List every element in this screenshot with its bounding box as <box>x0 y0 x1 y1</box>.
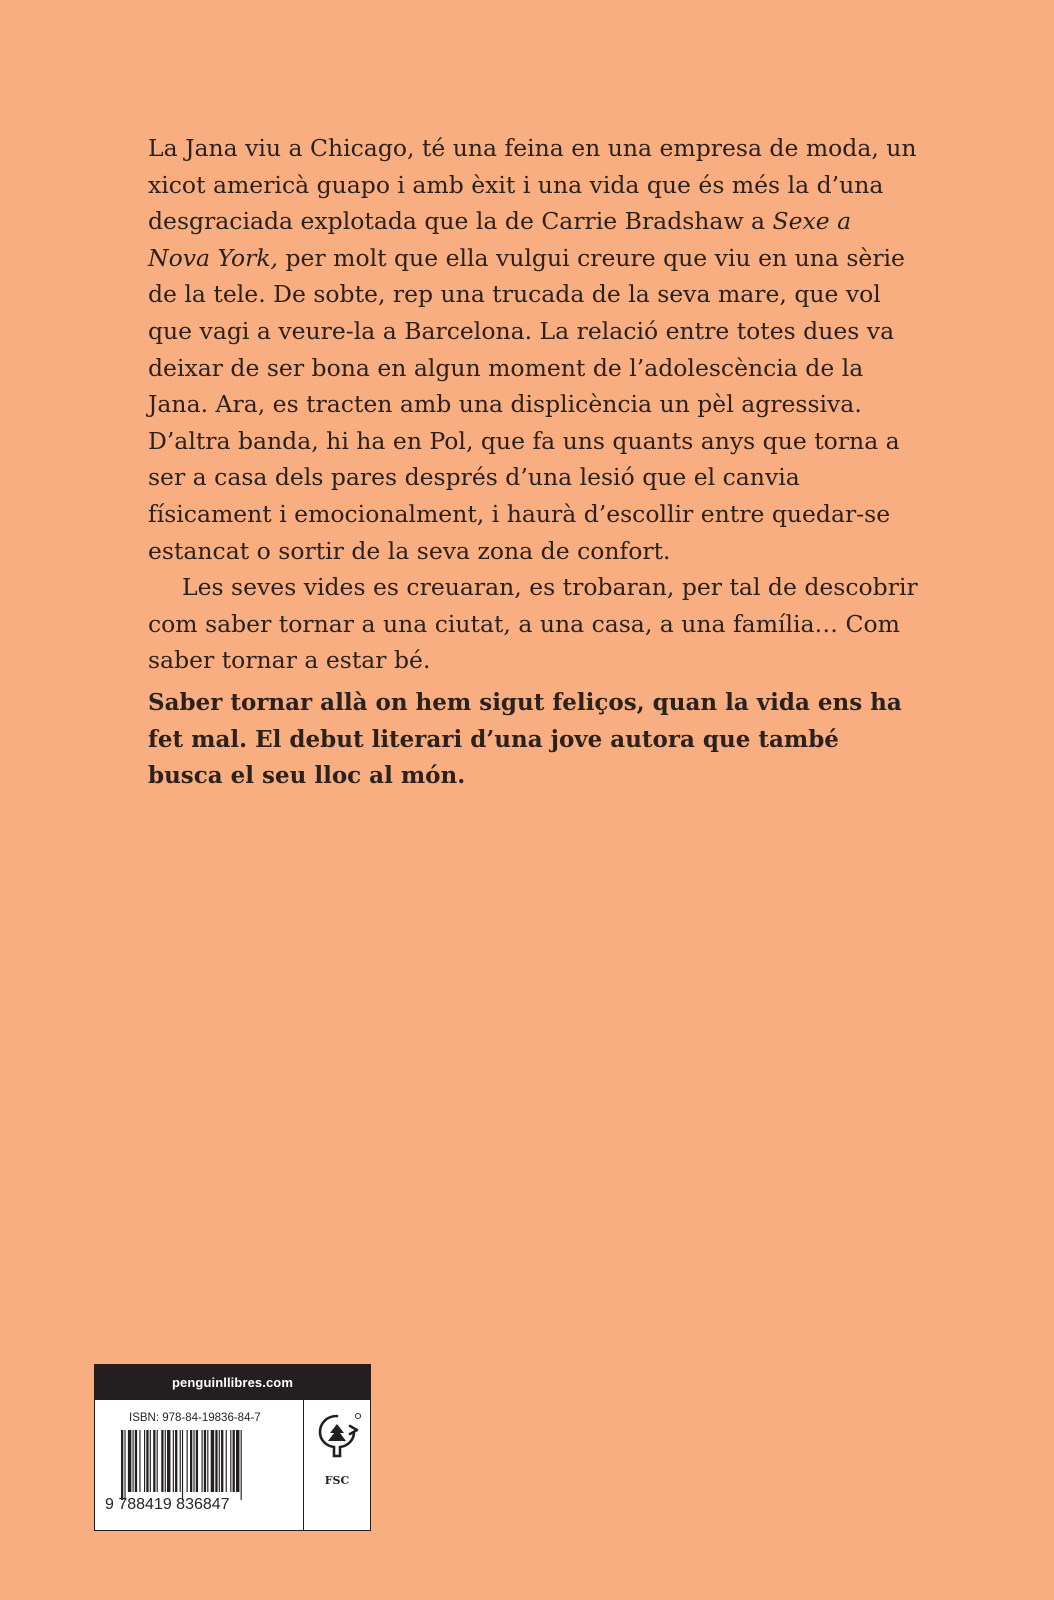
barcode-bar <box>144 1430 145 1492</box>
barcode-bar <box>135 1430 137 1492</box>
fsc-tree-icon <box>304 1400 370 1470</box>
barcode-bar <box>241 1430 242 1500</box>
barcode-bar <box>187 1430 188 1492</box>
barcode-bar <box>211 1430 214 1492</box>
blurb-paragraph-2: Les seves vides es creuaran, es trobaran, per tal de descobrir com saber tornar a una ciutat, a una casa, a una família… Com saber tornar a estar bé. <box>148 573 918 675</box>
publisher-website[interactable]: penguinllibres.com <box>95 1365 370 1400</box>
barcode-bar <box>196 1430 198 1492</box>
barcode-bar <box>204 1430 206 1492</box>
blurb-text-before-title: La Jana viu a Chicago, té una feina en una empresa de moda, un xicot americà guapo i amb èxit i una vida que és més la d’una desgraciada explotada que la de Carrie Bradshaw a <box>148 134 917 236</box>
fsc-mark <box>304 1400 370 1530</box>
barcode-bar <box>175 1430 177 1492</box>
barcode-bar <box>121 1430 123 1500</box>
barcode-bars <box>121 1430 281 1500</box>
tagline: Saber tornar allà on hem sigut feliços, quan la vida ens ha fet mal. El debut literari d’una jove autora que també busca el seu lloc al món. <box>148 689 902 790</box>
barcode-bar <box>182 1430 183 1500</box>
barcode-box <box>94 1364 371 1531</box>
barcode-bar <box>150 1430 151 1492</box>
barcode-bar <box>180 1430 181 1492</box>
barcode-bar <box>153 1430 155 1492</box>
barcode-bar <box>133 1430 134 1492</box>
barcode-bar <box>226 1430 227 1492</box>
barcode-bar <box>146 1430 148 1492</box>
blurb-paragraph-1 <box>148 130 918 569</box>
barcode-bar <box>193 1430 194 1492</box>
barcode-bar <box>219 1430 220 1492</box>
barcode-bar <box>190 1430 192 1492</box>
barcode-area <box>95 1400 303 1530</box>
barcode-bar <box>124 1430 125 1500</box>
barcode-bar <box>236 1430 239 1492</box>
back-cover-blurb <box>148 130 918 679</box>
barcode-bar <box>221 1430 223 1492</box>
barcode-bar <box>139 1430 140 1492</box>
barcode-bar <box>173 1430 174 1492</box>
barcode-bar <box>161 1430 163 1492</box>
barcode-bar <box>128 1430 131 1492</box>
fsc-label: FSC <box>324 1474 350 1487</box>
isbn-label: ISBN: 978-84-19836-84-7 <box>129 1412 261 1424</box>
barcode-bar <box>202 1430 203 1492</box>
barcode-digits: 9 788419 836847 <box>105 1496 230 1513</box>
blurb-text-after-title: per molt que ella vulgui creure que viu en una sèrie de la tele. De sobte, rep una trucada de la seva mare, que vol que vagi a veure-la a Barcelona. La relació entre totes dues va deixar de ser bona en algun moment de l’adolescència de la Jana. Ara, es tracten amb una displicència un pèl agressiva. D’altra banda, hi ha en Pol, que fa uns quants anys que torna a ser a casa dels pares després d’una lesió que el canvia físicament i emocionalment, i haurà d’escollir entre quedar-se estancat o sortir de la seva zona de confort. <box>148 243 905 565</box>
barcode-bar <box>215 1430 217 1492</box>
barcode-bar <box>165 1430 166 1492</box>
barcode-bar <box>207 1430 208 1492</box>
barcode-bar <box>157 1430 158 1492</box>
blurb-show-title: Sexe a Nova York, <box>148 207 852 272</box>
barcode-bar <box>233 1430 235 1492</box>
barcode-bar <box>230 1430 231 1492</box>
barcode-bar <box>167 1430 170 1492</box>
